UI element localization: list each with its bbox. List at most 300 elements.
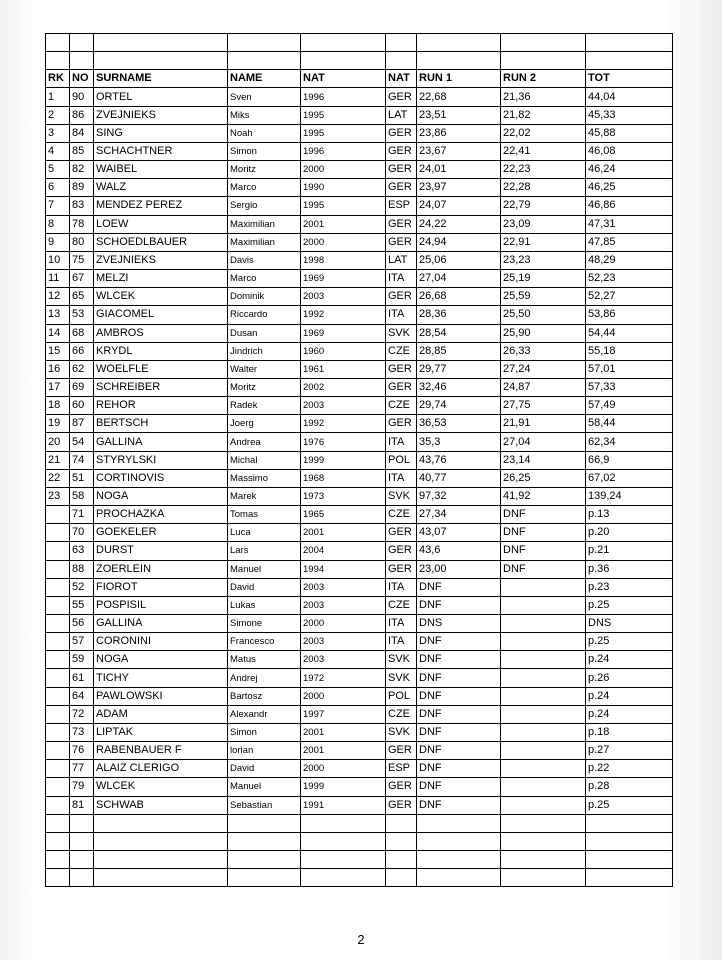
cell-rk: 10 <box>46 251 70 269</box>
cell-nat: GER <box>386 542 417 560</box>
cell-surname: REHOR <box>94 397 228 415</box>
table-row <box>46 778 673 796</box>
cell-run1: 29,77 <box>417 360 501 378</box>
cell-nat-year: 2001 <box>301 215 386 233</box>
cell-nat-year: 2003 <box>301 596 386 614</box>
empty-cell <box>417 869 501 887</box>
cell-run2: 22,23 <box>501 161 586 179</box>
cell-no: 51 <box>70 469 94 487</box>
cell-surname: GALLINA <box>94 433 228 451</box>
cell-nat: ITA <box>386 270 417 288</box>
cell-surname: GIACOMEL <box>94 306 228 324</box>
cell-no: 66 <box>70 342 94 360</box>
cell-rk: 4 <box>46 142 70 160</box>
table-row <box>46 633 673 651</box>
results-table <box>45 33 673 887</box>
cell-no: 65 <box>70 288 94 306</box>
cell-rk <box>46 687 70 705</box>
cell-nat-year: 1998 <box>301 251 386 269</box>
cell-rk: 3 <box>46 124 70 142</box>
cell-nat-year: 1991 <box>301 796 386 814</box>
cell-name: Sebastian <box>228 796 301 814</box>
cell-surname: ZVEJNIEKS <box>94 251 228 269</box>
cell-tot: p.21 <box>586 542 673 560</box>
cell-tot: 139,24 <box>586 487 673 505</box>
cell-no: 76 <box>70 742 94 760</box>
empty-cell <box>70 869 94 887</box>
cell-rk <box>46 723 70 741</box>
empty-cell <box>501 34 586 52</box>
empty-cell <box>386 814 417 832</box>
cell-nat-year: 2003 <box>301 397 386 415</box>
cell-nat-year: 2000 <box>301 233 386 251</box>
cell-nat: GER <box>386 161 417 179</box>
cell-run2 <box>501 742 586 760</box>
cell-no: 69 <box>70 378 94 396</box>
empty-cell <box>46 34 70 52</box>
cell-rk <box>46 633 70 651</box>
cell-nat-year: 1976 <box>301 433 386 451</box>
cell-nat: SVK <box>386 669 417 687</box>
table-row <box>46 760 673 778</box>
empty-cell <box>386 851 417 869</box>
cell-tot: 54,44 <box>586 324 673 342</box>
cell-tot: 66,9 <box>586 451 673 469</box>
cell-surname: CORONINI <box>94 633 228 651</box>
cell-rk <box>46 524 70 542</box>
cell-nat-year: 1992 <box>301 415 386 433</box>
cell-run2: 27,24 <box>501 360 586 378</box>
cell-run1: DNS <box>417 615 501 633</box>
cell-name: Manuel <box>228 560 301 578</box>
cell-run2: 21,82 <box>501 106 586 124</box>
cell-nat: GER <box>386 288 417 306</box>
cell-name: Simon <box>228 142 301 160</box>
cell-nat: GER <box>386 215 417 233</box>
cell-nat: SVK <box>386 324 417 342</box>
cell-run2: 22,28 <box>501 179 586 197</box>
cell-nat-year: 1960 <box>301 342 386 360</box>
empty-cell <box>94 869 228 887</box>
cell-rk <box>46 542 70 560</box>
cell-name: Massimo <box>228 469 301 487</box>
cell-no: 56 <box>70 615 94 633</box>
cell-run2: DNF <box>501 542 586 560</box>
cell-no: 82 <box>70 161 94 179</box>
cell-run2: 24,87 <box>501 378 586 396</box>
cell-name: Walter <box>228 360 301 378</box>
results-table-body <box>46 34 673 887</box>
cell-name: Marco <box>228 270 301 288</box>
cell-no: 64 <box>70 687 94 705</box>
cell-surname: FIOROT <box>94 578 228 596</box>
cell-run2: DNF <box>501 560 586 578</box>
cell-name: Simone <box>228 615 301 633</box>
cell-rk: 23 <box>46 487 70 505</box>
header-name: NAME <box>228 70 301 88</box>
cell-run2 <box>501 723 586 741</box>
empty-cell <box>301 814 386 832</box>
empty-cell <box>94 814 228 832</box>
cell-run1: 40,77 <box>417 469 501 487</box>
cell-name: Andrea <box>228 433 301 451</box>
cell-run2: 41,92 <box>501 487 586 505</box>
table-row <box>46 687 673 705</box>
cell-run1: 35,3 <box>417 433 501 451</box>
cell-nat: ITA <box>386 633 417 651</box>
cell-name: Davis <box>228 251 301 269</box>
cell-no: 52 <box>70 578 94 596</box>
cell-tot: 45,33 <box>586 106 673 124</box>
cell-tot: 57,33 <box>586 378 673 396</box>
cell-run1: 23,00 <box>417 560 501 578</box>
cell-rk: 9 <box>46 233 70 251</box>
cell-run2 <box>501 578 586 596</box>
cell-tot: p.25 <box>586 596 673 614</box>
cell-nat-year: 1992 <box>301 306 386 324</box>
cell-tot: 52,23 <box>586 270 673 288</box>
header-run2: RUN 2 <box>501 70 586 88</box>
cell-surname: ZOERLEIN <box>94 560 228 578</box>
empty-cell <box>228 34 301 52</box>
cell-nat-year: 2000 <box>301 161 386 179</box>
cell-nat: CZE <box>386 397 417 415</box>
empty-cell <box>501 52 586 70</box>
cell-surname: GOEKELER <box>94 524 228 542</box>
cell-name: Luca <box>228 524 301 542</box>
cell-tot: 44,04 <box>586 88 673 106</box>
cell-surname: MENDEZ PEREZ <box>94 197 228 215</box>
empty-cell <box>228 869 301 887</box>
header-no: NO <box>70 70 94 88</box>
cell-run2: 22,91 <box>501 233 586 251</box>
cell-name: Maximilian <box>228 215 301 233</box>
cell-nat: ITA <box>386 469 417 487</box>
cell-nat-year: 2003 <box>301 288 386 306</box>
cell-run1: 22,68 <box>417 88 501 106</box>
cell-run2 <box>501 651 586 669</box>
cell-tot: p.13 <box>586 506 673 524</box>
cell-no: 70 <box>70 524 94 542</box>
empty-cell <box>386 832 417 850</box>
cell-run2: 26,33 <box>501 342 586 360</box>
cell-tot: p.25 <box>586 633 673 651</box>
cell-run2 <box>501 796 586 814</box>
cell-name: Lars <box>228 542 301 560</box>
table-row <box>46 306 673 324</box>
cell-nat: POL <box>386 687 417 705</box>
cell-nat: CZE <box>386 506 417 524</box>
cell-tot: 53,86 <box>586 306 673 324</box>
cell-name: Tomas <box>228 506 301 524</box>
cell-no: 83 <box>70 197 94 215</box>
cell-surname: KRYDL <box>94 342 228 360</box>
cell-nat: ESP <box>386 197 417 215</box>
cell-no: 58 <box>70 487 94 505</box>
cell-nat-year: 2002 <box>301 378 386 396</box>
cell-tot: p.24 <box>586 705 673 723</box>
cell-tot: 58,44 <box>586 415 673 433</box>
cell-surname: LOEW <box>94 215 228 233</box>
cell-no: 60 <box>70 397 94 415</box>
cell-run2 <box>501 669 586 687</box>
blank-row <box>46 34 673 52</box>
empty-cell <box>501 832 586 850</box>
cell-run2: DNF <box>501 524 586 542</box>
cell-tot: 46,86 <box>586 197 673 215</box>
cell-name: Sergio <box>228 197 301 215</box>
table-row <box>46 360 673 378</box>
cell-run1: 36,53 <box>417 415 501 433</box>
cell-no: 75 <box>70 251 94 269</box>
cell-surname: POSPISIL <box>94 596 228 614</box>
cell-surname: WOELFLE <box>94 360 228 378</box>
cell-run2: 23,14 <box>501 451 586 469</box>
cell-run2: 25,59 <box>501 288 586 306</box>
cell-surname: SCHACHTNER <box>94 142 228 160</box>
cell-no: 71 <box>70 506 94 524</box>
table-row <box>46 596 673 614</box>
cell-run2: 23,23 <box>501 251 586 269</box>
header-nat-year: NAT <box>301 70 386 88</box>
cell-run1: DNF <box>417 578 501 596</box>
cell-run1: 23,86 <box>417 124 501 142</box>
cell-no: 73 <box>70 723 94 741</box>
empty-cell <box>586 814 673 832</box>
cell-nat: CZE <box>386 596 417 614</box>
cell-run2 <box>501 615 586 633</box>
cell-surname: AMBROS <box>94 324 228 342</box>
empty-cell <box>386 52 417 70</box>
cell-name: Noah <box>228 124 301 142</box>
cell-run2: 22,79 <box>501 197 586 215</box>
cell-tot: 46,25 <box>586 179 673 197</box>
cell-run2 <box>501 687 586 705</box>
empty-cell <box>70 814 94 832</box>
cell-surname: PAWLOWSKI <box>94 687 228 705</box>
cell-no: 85 <box>70 142 94 160</box>
cell-nat: GER <box>386 415 417 433</box>
empty-cell <box>94 832 228 850</box>
cell-rk: 7 <box>46 197 70 215</box>
cell-run2: 23,09 <box>501 215 586 233</box>
cell-name: Radek <box>228 397 301 415</box>
cell-nat: SVK <box>386 651 417 669</box>
cell-rk <box>46 615 70 633</box>
cell-nat: SVK <box>386 487 417 505</box>
cell-nat-year: 2003 <box>301 651 386 669</box>
table-row <box>46 88 673 106</box>
empty-cell <box>46 52 70 70</box>
cell-run1: 27,04 <box>417 270 501 288</box>
empty-cell <box>228 832 301 850</box>
cell-nat-year: 2003 <box>301 578 386 596</box>
cell-nat: POL <box>386 451 417 469</box>
cell-no: 68 <box>70 324 94 342</box>
cell-nat: LAT <box>386 251 417 269</box>
cell-surname: SCHREIBER <box>94 378 228 396</box>
empty-cell <box>586 832 673 850</box>
cell-nat-year: 1994 <box>301 560 386 578</box>
cell-rk: 1 <box>46 88 70 106</box>
table-row <box>46 161 673 179</box>
table-row <box>46 651 673 669</box>
empty-cell <box>70 52 94 70</box>
cell-run1: DNF <box>417 669 501 687</box>
cell-no: 80 <box>70 233 94 251</box>
table-row <box>46 342 673 360</box>
cell-tot: p.24 <box>586 651 673 669</box>
cell-rk: 14 <box>46 324 70 342</box>
header-row <box>46 70 673 88</box>
cell-nat-year: 1999 <box>301 451 386 469</box>
cell-nat-year: 1969 <box>301 324 386 342</box>
cell-surname: TICHY <box>94 669 228 687</box>
cell-tot: p.23 <box>586 578 673 596</box>
empty-cell <box>46 869 70 887</box>
cell-name: Simon <box>228 723 301 741</box>
table-row <box>46 433 673 451</box>
table-row <box>46 542 673 560</box>
cell-tot: p.28 <box>586 778 673 796</box>
empty-cell <box>501 814 586 832</box>
blank-row <box>46 832 673 850</box>
cell-no: 79 <box>70 778 94 796</box>
cell-run2 <box>501 596 586 614</box>
cell-surname: STYRYLSKI <box>94 451 228 469</box>
cell-name: Sven <box>228 88 301 106</box>
cell-no: 86 <box>70 106 94 124</box>
cell-tot: 47,31 <box>586 215 673 233</box>
cell-nat-year: 1997 <box>301 705 386 723</box>
cell-name: Bartosz <box>228 687 301 705</box>
cell-run1: 24,94 <box>417 233 501 251</box>
cell-run1: DNF <box>417 742 501 760</box>
table-row <box>46 124 673 142</box>
cell-nat-year: 1995 <box>301 124 386 142</box>
cell-name: Marco <box>228 179 301 197</box>
empty-cell <box>94 851 228 869</box>
cell-nat: ITA <box>386 578 417 596</box>
cell-surname: ALAIZ CLERIGO <box>94 760 228 778</box>
cell-tot: p.25 <box>586 796 673 814</box>
cell-run2 <box>501 633 586 651</box>
table-row <box>46 560 673 578</box>
empty-cell <box>70 832 94 850</box>
cell-surname: CORTINOVIS <box>94 469 228 487</box>
cell-tot: 46,24 <box>586 161 673 179</box>
cell-nat-year: 2001 <box>301 524 386 542</box>
cell-surname: SING <box>94 124 228 142</box>
cell-name: David <box>228 578 301 596</box>
cell-rk: 21 <box>46 451 70 469</box>
cell-nat: LAT <box>386 106 417 124</box>
cell-run2: 22,02 <box>501 124 586 142</box>
cell-nat-year: 1968 <box>301 469 386 487</box>
table-row <box>46 142 673 160</box>
header-rk: RK <box>46 70 70 88</box>
empty-cell <box>301 832 386 850</box>
table-row <box>46 251 673 269</box>
cell-surname: DURST <box>94 542 228 560</box>
cell-nat: GER <box>386 360 417 378</box>
page-shadow-left <box>0 0 40 960</box>
cell-surname: LIPTAK <box>94 723 228 741</box>
table-row <box>46 487 673 505</box>
cell-no: 84 <box>70 124 94 142</box>
cell-tot: 48,29 <box>586 251 673 269</box>
cell-surname: NOGA <box>94 487 228 505</box>
cell-run1: 43,76 <box>417 451 501 469</box>
cell-nat: ITA <box>386 306 417 324</box>
table-row <box>46 179 673 197</box>
empty-cell <box>586 851 673 869</box>
cell-nat: ITA <box>386 615 417 633</box>
cell-run2: 27,04 <box>501 433 586 451</box>
cell-no: 54 <box>70 433 94 451</box>
table-row <box>46 469 673 487</box>
cell-nat: ITA <box>386 433 417 451</box>
cell-no: 87 <box>70 415 94 433</box>
cell-tot: DNS <box>586 615 673 633</box>
cell-nat-year: 1961 <box>301 360 386 378</box>
table-row <box>46 270 673 288</box>
empty-cell <box>70 34 94 52</box>
cell-tot: 57,49 <box>586 397 673 415</box>
table-row <box>46 106 673 124</box>
cell-no: 57 <box>70 633 94 651</box>
cell-run1: 32,46 <box>417 378 501 396</box>
cell-run1: 23,97 <box>417 179 501 197</box>
cell-no: 90 <box>70 88 94 106</box>
empty-cell <box>301 34 386 52</box>
cell-surname: ADAM <box>94 705 228 723</box>
cell-rk: 11 <box>46 270 70 288</box>
cell-nat: CZE <box>386 342 417 360</box>
empty-cell <box>417 832 501 850</box>
empty-cell <box>228 52 301 70</box>
cell-rk <box>46 778 70 796</box>
empty-cell <box>301 869 386 887</box>
table-row <box>46 796 673 814</box>
cell-run2: 25,19 <box>501 270 586 288</box>
empty-cell <box>586 34 673 52</box>
cell-surname: GALLINA <box>94 615 228 633</box>
cell-name: Moritz <box>228 378 301 396</box>
cell-tot: 67,02 <box>586 469 673 487</box>
cell-name: Dusan <box>228 324 301 342</box>
cell-run2 <box>501 760 586 778</box>
cell-tot: 55,18 <box>586 342 673 360</box>
cell-rk <box>46 651 70 669</box>
cell-no: 63 <box>70 542 94 560</box>
cell-nat-year: 1995 <box>301 106 386 124</box>
empty-cell <box>386 34 417 52</box>
cell-no: 59 <box>70 651 94 669</box>
cell-rk: 5 <box>46 161 70 179</box>
cell-rk <box>46 796 70 814</box>
cell-run1: 23,67 <box>417 142 501 160</box>
cell-nat: ESP <box>386 760 417 778</box>
cell-name: Miks <box>228 106 301 124</box>
header-run1: RUN 1 <box>417 70 501 88</box>
blank-row <box>46 851 673 869</box>
cell-name: Manuel <box>228 778 301 796</box>
table-row <box>46 397 673 415</box>
cell-run1: 28,85 <box>417 342 501 360</box>
cell-surname: WLCEK <box>94 288 228 306</box>
empty-cell <box>46 832 70 850</box>
